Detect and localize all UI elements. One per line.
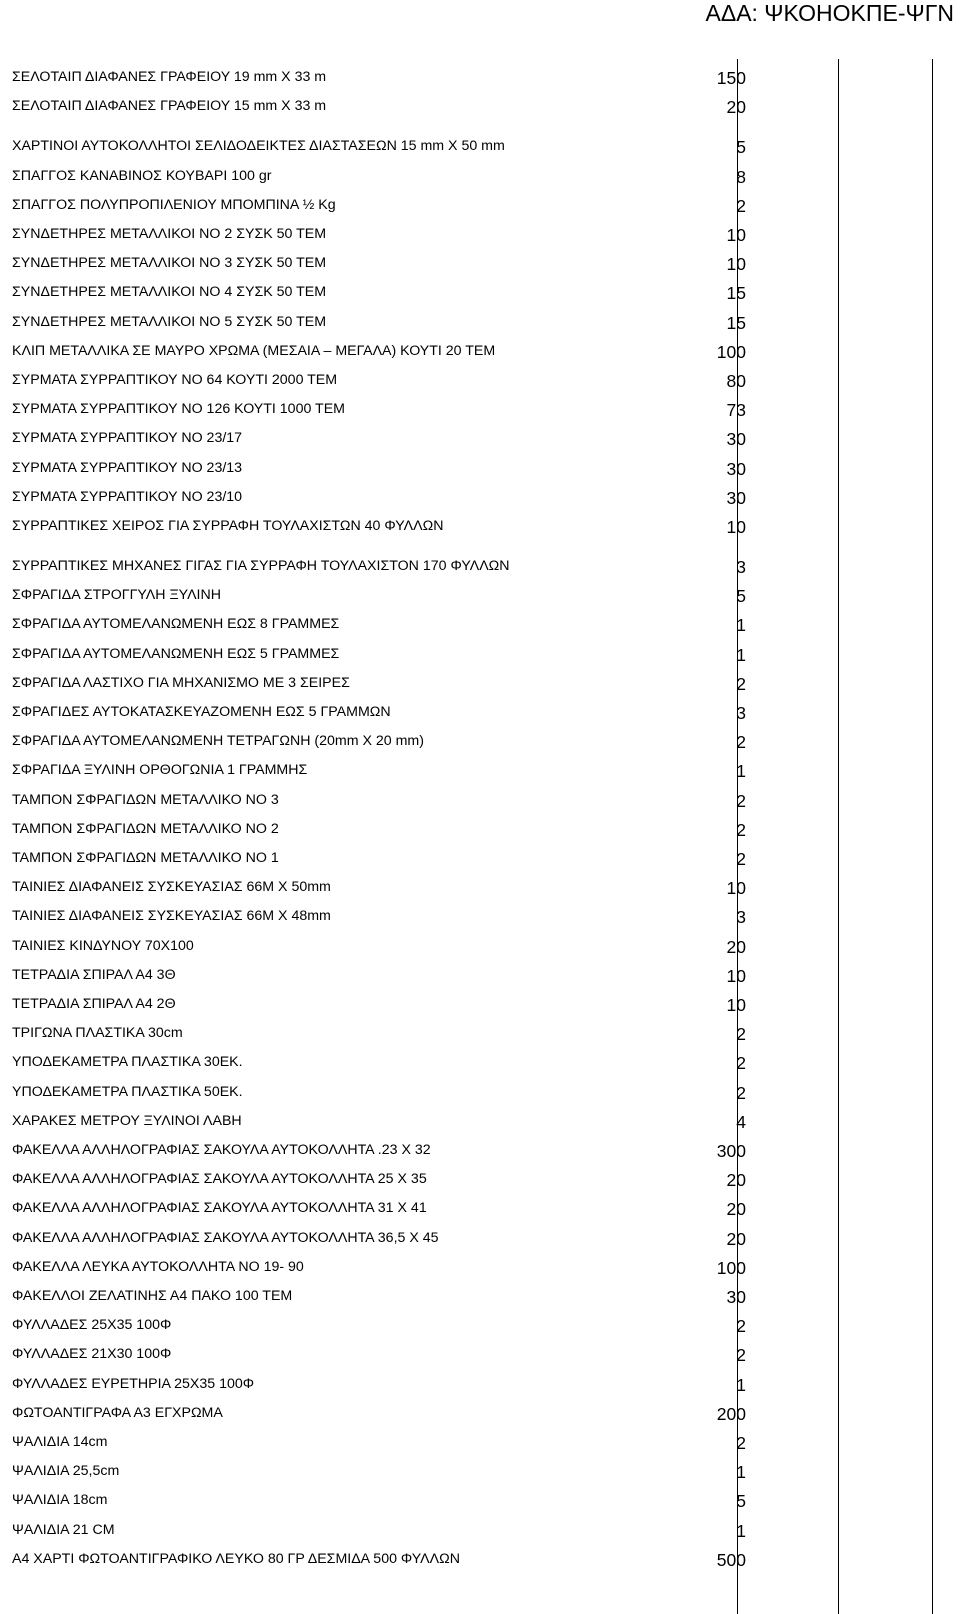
item-quantity: 20 (726, 1170, 746, 1191)
item-description: ΤΑΙΝΙΕΣ ΔΙΑΦΑΝΕΙΣ ΣΥΣΚΕΥΑΣΙΑΣ 66Μ Χ 48mm (12, 908, 331, 925)
item-quantity: 1 (736, 1520, 746, 1541)
table-row (0, 1453, 960, 1482)
table-row (0, 1336, 960, 1365)
item-quantity: 30 (726, 487, 746, 508)
table-row (0, 723, 960, 752)
item-quantity: 20 (726, 97, 746, 118)
table-row (0, 1511, 960, 1540)
item-description: ΣΥΡΜΑΤΑ ΣΥΡΡΑΠΤΙΚΟΥ ΝΟ 23/17 (12, 430, 243, 447)
item-description: ΣΥΡΜΑΤΑ ΣΥΡΡΑΠΤΙΚΟΥ ΝΟ 23/13 (12, 459, 243, 476)
item-description: ΨΑΛΙΔΙΑ 25,5cm (12, 1463, 120, 1480)
item-quantity: 20 (726, 936, 746, 957)
item-quantity: 100 (716, 1257, 746, 1278)
item-description: ΤΕΤΡΑΔΙΑ ΣΠΙΡΑΛ Α4 2Θ (12, 995, 176, 1012)
table-row (0, 1015, 960, 1044)
item-description: Α4 ΧΑΡΤΙ ΦΩΤΟΑΝΤΙΓΡΑΦΙΚΟ ΛΕΥΚΟ 80 ΓΡ ΔΕΣΜΙΔΑ 500 ΦΥΛΛΩΝ (12, 1550, 460, 1567)
item-quantity: 30 (726, 458, 746, 479)
item-quantity: 500 (716, 1549, 746, 1570)
item-quantity: 100 (716, 341, 746, 362)
table-row (0, 1103, 960, 1132)
item-quantity: 20 (726, 1199, 746, 1220)
table-row (0, 391, 960, 420)
item-description: ΤΑΜΠΟΝ ΣΦΡΑΓΙΔΩΝ ΜΕΤΑΛΛΙΚΟ ΝΟ 2 (12, 820, 279, 837)
item-description: ΣΦΡΑΓΙΔΑ ΣΤΡΟΓΓΥΛΗ ΞΥΛΙΝΗ (12, 587, 221, 604)
item-description: ΣΠΑΓΓΟΣ ΚΑΝΑΒΙΝΟΣ ΚΟΥΒΑΡΙ 100 gr (12, 167, 272, 184)
item-description: ΣΠΑΓΓΟΣ ΠΟΛΥΠΡΟΠΙΛΕΝΙΟΥ ΜΠΟΜΠΙΝΑ ½ Kg (12, 196, 336, 213)
table-row (0, 157, 960, 186)
item-description: ΧΑΡΑΚΕΣ ΜΕΤΡΟΥ ΞΥΛΙΝΟΙ ΛΑΒΗ (12, 1112, 242, 1129)
item-quantity: 10 (726, 254, 746, 275)
item-description: ΦΥΛΛΑΔΕΣ 21Χ30 100Φ (12, 1346, 172, 1363)
item-quantity: 5 (736, 586, 746, 607)
table-row (0, 869, 960, 898)
item-quantity: 150 (716, 68, 746, 89)
table-row (0, 1424, 960, 1453)
item-quantity: 15 (726, 283, 746, 304)
item-description: ΦΑΚΕΛΛΑ ΛΕΥΚΑ ΑΥΤΟΚΟΛΛΗΤΑ ΝΟ 19- 90 (12, 1258, 304, 1275)
table-row (0, 986, 960, 1015)
item-quantity: 2 (736, 1053, 746, 1074)
item-description: ΣΕΛΟΤΑΙΠ ΔΙΑΦΑΝΕΣ ΓΡΑΦΕΙΟΥ 15 mm X 33 m (12, 98, 327, 115)
item-description: ΣΦΡΑΓΙΔΑ ΑΥΤΟΜΕΛΑΝΩΜΕΝΗ ΤΕΤΡΑΓΩΝΗ (20mm X 20 mm) (12, 733, 424, 750)
item-quantity: 80 (726, 370, 746, 391)
item-quantity: 200 (716, 1403, 746, 1424)
table-row (0, 1307, 960, 1336)
table-row (0, 635, 960, 664)
item-description: ΤΑΜΠΟΝ ΣΦΡΑΓΙΔΩΝ ΜΕΤΑΛΛΙΚΟ ΝΟ 1 (12, 849, 279, 866)
table-row (0, 1073, 960, 1102)
item-quantity: 4 (736, 1111, 746, 1132)
table-row (0, 1482, 960, 1511)
table-row (0, 333, 960, 362)
table-row (0, 927, 960, 956)
table-row (0, 1190, 960, 1219)
item-description: ΣΥΡΜΑΤΑ ΣΥΡΡΑΠΤΙΚΟΥ ΝΟ 64 ΚΟΥΤΙ 2000 ΤΕΜ (12, 371, 338, 388)
item-quantity: 10 (726, 516, 746, 537)
item-description: ΣΥΝΔΕΤΗΡΕΣ ΜΕΤΑΛΛΙΚΟΙ ΝΟ 5 ΣΥΣΚ 50 ΤΕΜ (12, 313, 327, 330)
item-description: ΨΑΛΙΔΙΑ 14cm (12, 1433, 108, 1450)
table-row (0, 59, 960, 88)
item-quantity: 1 (736, 761, 746, 782)
item-quantity: 1 (736, 644, 746, 665)
item-description: ΦΩΤΟΑΝΤΙΓΡΑΦΑ Α3 ΕΓΧΡΩΜΑ (12, 1404, 223, 1421)
item-description: ΨΑΛΙΔΙΑ 18cm (12, 1492, 108, 1509)
item-quantity: 10 (726, 224, 746, 245)
item-quantity: 3 (736, 557, 746, 577)
table-row (0, 88, 960, 117)
item-quantity: 1 (736, 1374, 746, 1395)
table-row (0, 1249, 960, 1278)
table-row (0, 1541, 960, 1570)
item-description: ΥΠΟΔΕΚΑΜΕΤΡΑ ΠΛΑΣΤΙΚΑ 30ΕΚ. (12, 1054, 243, 1071)
item-quantity: 2 (736, 790, 746, 811)
item-description: ΦΑΚΕΛΛΑ ΑΛΛΗΛΟΓΡΑΦΙΑΣ ΣΑΚΟΥΛΑ ΑΥΤΟΚΟΛΛΗΤΑ 36,5 Χ 45 (12, 1229, 439, 1246)
table-row (0, 665, 960, 694)
item-description: ΦΑΚΕΛΛΑ ΑΛΛΗΛΟΓΡΑΦΙΑΣ ΣΑΚΟΥΛΑ ΑΥΤΟΚΟΛΛΗΤΑ 25 Χ 35 (12, 1171, 427, 1188)
item-description: ΣΦΡΑΓΙΔΕΣ ΑΥΤΟΚΑΤΑΣΚΕΥΑΖΟΜΕΝΗ ΕΩΣ 5 ΓΡΑΜΜΩΝ (12, 703, 391, 720)
table-row (0, 508, 960, 537)
item-quantity: 2 (736, 1345, 746, 1366)
item-quantity: 1 (736, 1462, 746, 1483)
item-quantity: 10 (726, 878, 746, 899)
item-quantity: 73 (726, 400, 746, 421)
table-row (0, 1219, 960, 1248)
item-quantity: 20 (726, 1228, 746, 1249)
table-row (0, 449, 960, 478)
item-quantity: 1 (736, 615, 746, 636)
item-description: ΥΠΟΔΕΚΑΜΕΤΡΑ ΠΛΑΣΤΙΚΑ 50ΕΚ. (12, 1083, 243, 1100)
item-quantity: 2 (736, 1432, 746, 1453)
item-description: ΤΑΙΝΙΕΣ ΔΙΑΦΑΝΕΙΣ ΣΥΣΚΕΥΑΣΙΑΣ 66Μ Χ 50mm (12, 879, 331, 896)
item-description: ΤΕΤΡΑΔΙΑ ΣΠΙΡΑΛ Α4 3Θ (12, 966, 176, 983)
item-quantity: 10 (726, 994, 746, 1015)
item-quantity: 15 (726, 312, 746, 333)
item-quantity: 2 (736, 1024, 746, 1045)
item-description: ΦΑΚΕΛΛΟΙ ΖΕΛΑΤΙΝΗΣ Α4 ΠΑΚΟ 100 ΤΕΜ (12, 1287, 293, 1304)
table-row (0, 216, 960, 245)
item-description: ΣΦΡΑΓΙΔΑ ΑΥΤΟΜΕΛΑΝΩΜΕΝΗ ΕΩΣ 5 ΓΡΑΜΜΕΣ (12, 645, 340, 662)
table-row (0, 117, 960, 157)
table-row (0, 694, 960, 723)
table-row (0, 781, 960, 810)
item-quantity: 2 (736, 1316, 746, 1337)
item-quantity: 2 (736, 848, 746, 869)
item-description: ΧΑΡΤΙΝΟΙ ΑΥΤΟΚΟΛΛΗΤΟΙ ΣΕΛΙΔΟΔΕΙΚΤΕΣ ΔΙΑΣΤΑΣΕΩΝ 15 mm X 50 mm (12, 138, 505, 155)
table-row (0, 303, 960, 332)
table-row (0, 898, 960, 927)
item-description: ΦΥΛΛΑΔΕΣ 25Χ35 100Φ (12, 1317, 172, 1334)
item-description: ΣΥΝΔΕΤΗΡΕΣ ΜΕΤΑΛΛΙΚΟΙ ΝΟ 3 ΣΥΣΚ 50 ΤΕΜ (12, 255, 327, 272)
item-description: ΣΥΡΜΑΤΑ ΣΥΡΡΑΠΤΙΚΟΥ ΝΟ 126 ΚΟΥΤΙ 1000 ΤΕΜ (12, 401, 345, 418)
table-row (0, 420, 960, 449)
item-description: ΣΥΡΡΑΠΤΙΚΕΣ ΧΕΙΡΟΣ ΓΙΑ ΣΥΡΡΑΦΗ ΤΟΥΛΑΧΙΣΤΩΝ 40 ΦΥΛΛΩΝ (12, 517, 444, 534)
item-description: ΣΕΛΟΤΑΙΠ ΔΙΑΦΑΝΕΣ ΓΡΑΦΕΙΟΥ 19 mm X 33 m (12, 69, 327, 86)
table-row (0, 274, 960, 303)
item-description: ΨΑΛΙΔΙΑ 21 CM (12, 1521, 115, 1538)
table-row (0, 957, 960, 986)
table-row (0, 752, 960, 781)
item-description: ΣΥΝΔΕΤΗΡΕΣ ΜΕΤΑΛΛΙΚΟΙ ΝΟ 4 ΣΥΣΚ 50 ΤΕΜ (12, 284, 327, 301)
table-row (0, 362, 960, 391)
table-row (0, 1395, 960, 1424)
table-row (0, 479, 960, 508)
item-description: ΣΥΡΡΑΠΤΙΚΕΣ ΜΗΧΑΝΕΣ ΓΙΓΑΣ ΓΙΑ ΣΥΡΡΑΦΗ ΤΟΥΛΑΧΙΣΤΟΝ 170 ΦΥΛΛΩΝ (12, 558, 510, 574)
item-description: ΣΦΡΑΓΙΔΑ ΑΥΤΟΜΕΛΑΝΩΜΕΝΗ ΕΩΣ 8 ΓΡΑΜΜΕΣ (12, 616, 340, 633)
item-quantity: 3 (736, 702, 746, 723)
item-quantity: 2 (736, 819, 746, 840)
item-quantity: 2 (736, 1082, 746, 1103)
item-quantity: 8 (736, 166, 746, 187)
table-row (0, 811, 960, 840)
table-row (0, 537, 960, 577)
items-table (0, 59, 960, 1614)
item-quantity: 2 (736, 732, 746, 753)
table-row (0, 1132, 960, 1161)
item-description: ΤΑΜΠΟΝ ΣΦΡΑΓΙΔΩΝ ΜΕΤΑΛΛΙΚΟ ΝΟ 3 (12, 791, 279, 808)
table-row (0, 1161, 960, 1190)
item-description: ΣΦΡΑΓΙΔΑ ΛΑΣΤΙΧΟ ΓΙΑ ΜΗΧΑΝΙΣΜΟ ΜΕ 3 ΣΕΙΡΕΣ (12, 674, 350, 691)
table-row (0, 187, 960, 216)
item-quantity: 10 (726, 965, 746, 986)
table-row (0, 1044, 960, 1073)
table-row (0, 840, 960, 869)
table-row (0, 1365, 960, 1394)
item-description: ΚΛΙΠ ΜΕΤΑΛΛΙΚΑ ΣΕ ΜΑΥΡΟ ΧΡΩΜΑ (ΜΕΣΑΙΑ – ΜΕΓΑΛΑ) ΚΟΥΤΙ 20 ΤΕΜ (12, 342, 496, 359)
item-quantity: 2 (736, 673, 746, 694)
table-row (0, 577, 960, 606)
table-row (0, 1278, 960, 1307)
item-quantity: 30 (726, 429, 746, 450)
item-description: ΦΥΛΛΑΔΕΣ ΕΥΡΕΤΗΡΙΑ 25Χ35 100Φ (12, 1375, 255, 1392)
item-quantity: 300 (716, 1140, 746, 1161)
item-quantity: 2 (736, 195, 746, 216)
item-description: ΤΑΙΝΙΕΣ ΚΙΝΔΥΝΟΥ 70Χ100 (12, 937, 194, 954)
table-row (0, 245, 960, 274)
item-description: ΣΥΝΔΕΤΗΡΕΣ ΜΕΤΑΛΛΙΚΟΙ ΝΟ 2 ΣΥΣΚ 50 ΤΕΜ (12, 225, 327, 242)
item-description: ΤΡΙΓΩΝΑ ΠΛΑΣΤΙΚΑ 30cm (12, 1025, 183, 1042)
item-description: ΣΥΡΜΑΤΑ ΣΥΡΡΑΠΤΙΚΟΥ ΝΟ 23/10 (12, 488, 243, 505)
ada-code: ΑΔΑ: ΨΚΟΗΟΚΠΕ-ΨΓΝ (705, 0, 954, 26)
item-description: ΦΑΚΕΛΛΑ ΑΛΛΗΛΟΓΡΑΦΙΑΣ ΣΑΚΟΥΛΑ ΑΥΤΟΚΟΛΛΗΤΑ .23 Χ 32 (12, 1141, 431, 1158)
item-quantity: 5 (736, 137, 746, 158)
table-row (0, 606, 960, 635)
item-quantity: 30 (726, 1286, 746, 1307)
item-description: ΦΑΚΕΛΛΑ ΑΛΛΗΛΟΓΡΑΦΙΑΣ ΣΑΚΟΥΛΑ ΑΥΤΟΚΟΛΛΗΤΑ 31 Χ 41 (12, 1200, 427, 1217)
item-description: ΣΦΡΑΓΙΔΑ ΞΥΛΙΝΗ ΟΡΘΟΓΩΝΙΑ 1 ΓΡΑΜΜΗΣ (12, 762, 308, 779)
item-quantity: 3 (736, 907, 746, 928)
item-quantity: 5 (736, 1491, 746, 1512)
